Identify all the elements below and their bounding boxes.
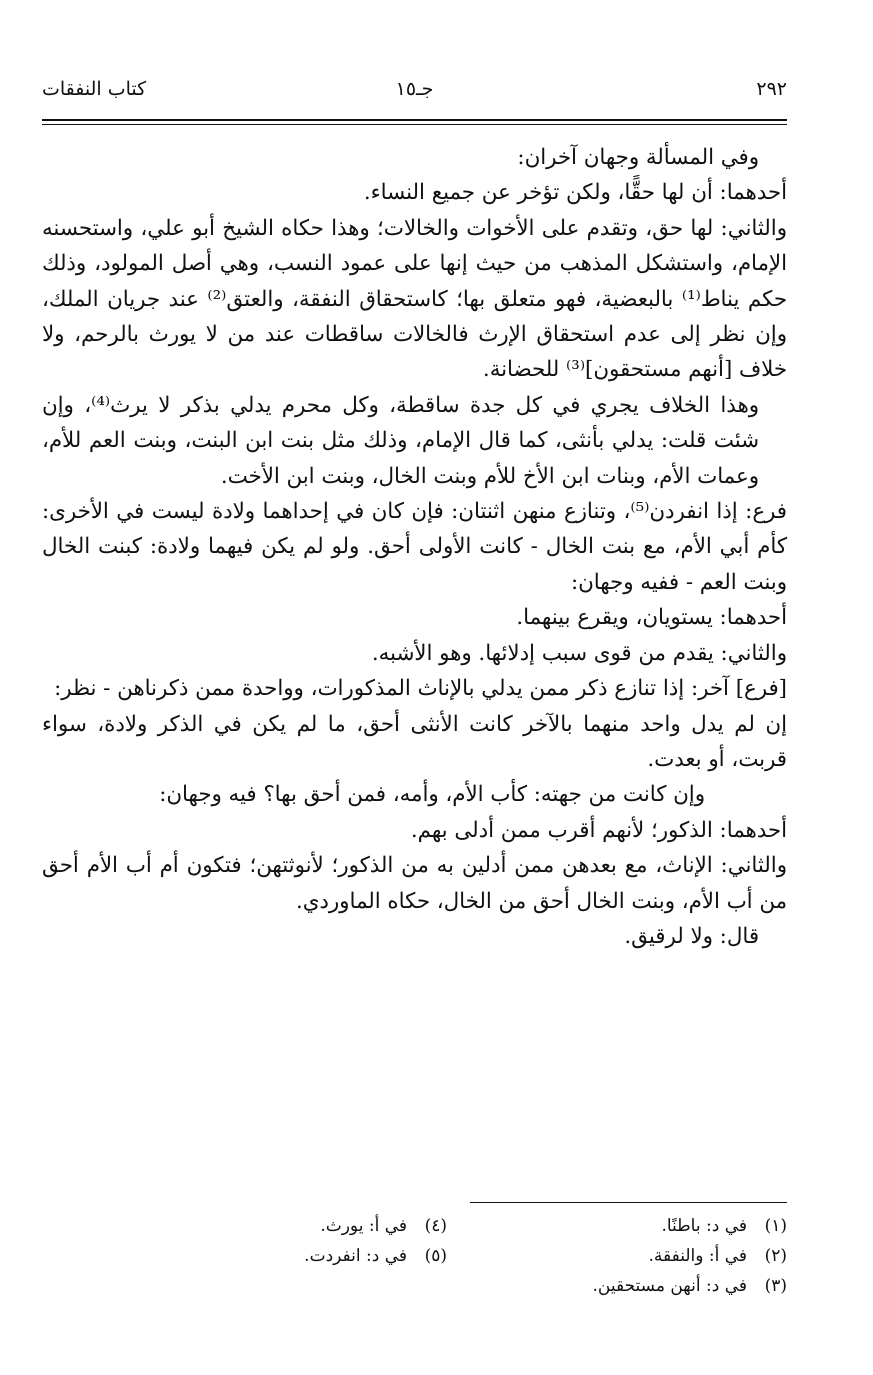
footnote-number: (٢) — [764, 1246, 787, 1266]
paragraph: أحدهما: الذكور؛ لأنهم أقرب ممن أدلى بهم. — [410, 817, 787, 843]
paragraph: والثاني: الإناث، مع بعدهن ممن أدلين به من الذكور؛ لأنوثتهن؛ فتكون أم أب الأم أحق من أب الأم، وبنت الخال أحق من الخال، حكاه الماوردي. — [42, 853, 787, 914]
paragraph: وهذا الخلاف يجري في كل جدة ساقطة، وكل محرم يدلي بذكر لا يرث⁽⁴⁾، وإن شئت قلت: يدلي بأنثى، كما قال الإمام، وذلك مثل بنت ابن البنت، وبنت العم للأم، وعمات الأم، وبنات ابن الأخ للأم وبنت الخال، وبنت ابن الأخت. — [42, 392, 760, 489]
paragraph: إن لم يدل واحد منهما بالآخر كانت الأنثى أحق، ما لم يكن في الذكر ولادة، سواء قربت، أو بعدت. — [42, 711, 787, 772]
footnote — [320, 1216, 447, 1236]
header-rule-thin — [42, 124, 787, 125]
footnote-text: في د: انفردت. — [304, 1246, 407, 1266]
volume-label: جـ١٥ — [395, 78, 434, 100]
footnotes — [42, 1216, 787, 1306]
footnote-number: (٤) — [424, 1216, 447, 1236]
main-text — [42, 140, 787, 954]
footnote-rule — [470, 1202, 787, 1203]
footnote — [661, 1216, 787, 1236]
footnote-text: في د: أنهن مستحقين. — [592, 1276, 747, 1296]
paragraph: قال: ولا لرقيق. — [624, 923, 759, 949]
footnote — [648, 1246, 787, 1266]
paragraph: [فرع] آخر: إذا تنازع ذكر ممن يدلي بالإناث المذكورات، وواحدة ممن ذكرناهن - نظر: — [54, 676, 787, 702]
footnote-number: (٣) — [764, 1276, 787, 1296]
header-rule — [42, 119, 787, 121]
page-header — [42, 78, 787, 112]
footnote-text: في د: باطنًا. — [661, 1216, 747, 1236]
paragraph: وفي المسألة وجهان آخران: — [517, 145, 759, 170]
paragraph: وإن كانت من جهته: كأب الأم، وأمه، فمن أحق بها؟ فيه وجهان: — [159, 782, 705, 808]
footnote-text: في أ: والنفقة. — [648, 1246, 747, 1266]
paragraph: والثاني: لها حق، وتقدم على الأخوات والخالات؛ وهذا حكاه الشيخ أبو علي، واستحسنه الإمام، واستشكل المذهب من حيث إنها على عمود النسب، وهي أصل المولود، وذلك حكم يناط⁽¹⁾ بالبعضية، فهو متعلق بها؛ كاستحقاق النفقة، والعتق⁽²⁾ عند جريان الملك، وإن نظر إلى عدم استحقاق الإرث فالخالات ساقطات عند من لا يورث بالرحم، ولا خلاف [أنهم مستحقون]⁽³⁾ للحضانة. — [42, 215, 787, 383]
paragraph: فرع: إذا انفردن⁽⁵⁾، وتنازع منهن اثنتان: فإن كان في إحداهما ولادة ليست في الأخرى: كأم أبي الأم، مع بنت الخال - كانت الأولى أحق. ولو لم يكن فيهما ولادة: كبنت الخال وبنت العم - ففيه وجهان: — [42, 499, 787, 595]
paragraph: والثاني: يقدم من قوى سبب إدلائها. وهو الأشبه. — [371, 640, 787, 666]
paragraph: أحدهما: أن لها حقًّا، ولكن تؤخر عن جميع النساء. — [363, 180, 787, 206]
footnote — [593, 1276, 788, 1296]
page-number: ٢٩٢ — [756, 78, 787, 100]
footnote-number: (٥) — [424, 1246, 447, 1266]
book-title: كتاب النفقات — [42, 78, 147, 100]
paragraph: أحدهما: يستويان، ويقرع بينهما. — [516, 605, 787, 631]
footnote — [304, 1246, 447, 1266]
footnote-number: (١) — [764, 1216, 787, 1236]
footnote-text: في أ: يورث. — [320, 1216, 407, 1236]
